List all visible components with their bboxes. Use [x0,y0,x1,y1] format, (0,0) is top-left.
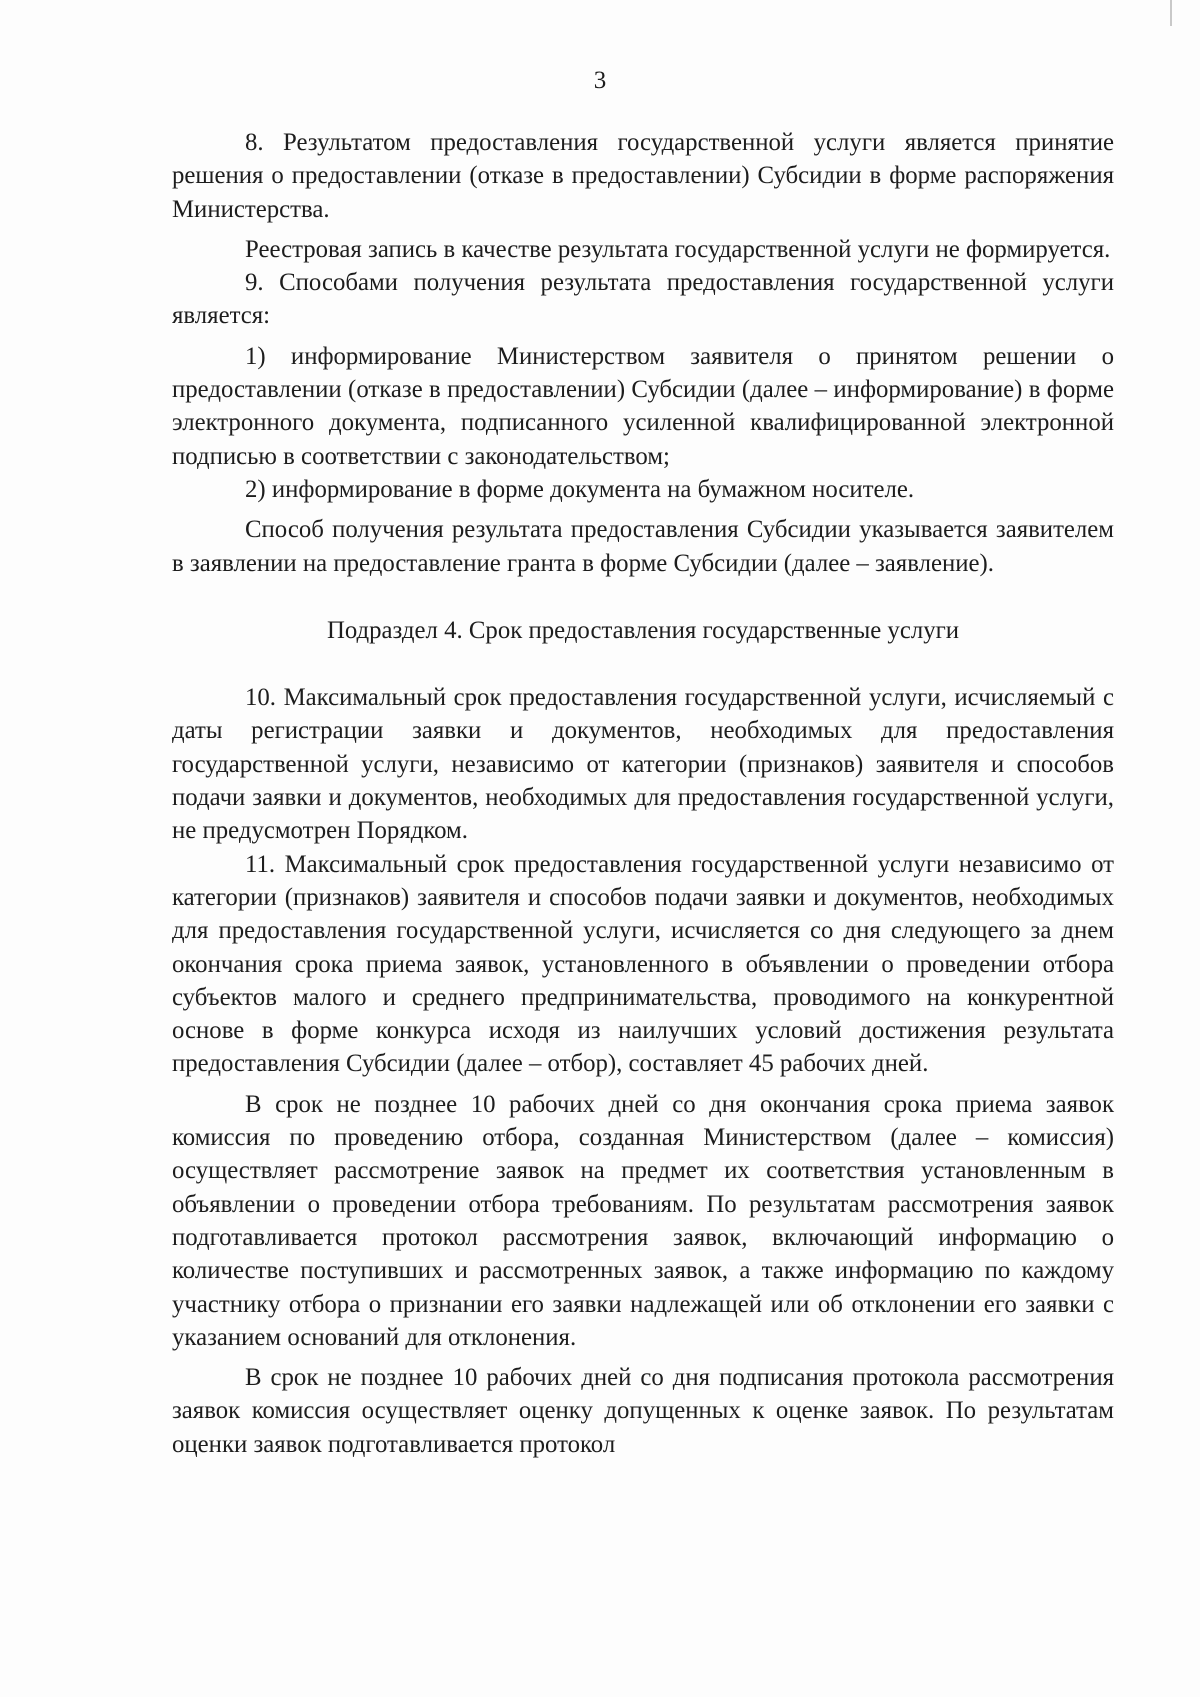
paragraph-result-method: Способ получения результата предоставления Субсидии указывается заявителем в заявлении на предоставление гранта в форме Субсидии (далее – заявление). [172,516,1114,577]
scan-edge-mark [1170,0,1172,26]
paragraph-review-deadline: В срок не позднее 10 рабочих дней со дня окончания срока приема заявок комиссия по проведению отбора, созданная Министерством (далее – комиссия) осуществляет рассмотрение заявок на предмет их соответствия установленным в объявлении о проведении отбора требованиям. По результатам рассмотрения заявок подготавливается протокол рассмотрения заявок, включающий информацию о количестве поступивших и рассмотренных заявок, а также информацию по каждому участнику отбора о признании его заявки надлежащей или об отклонении его заявки с указанием оснований для отклонения. [172,1090,1114,1351]
document-body [172,126,1114,1461]
paragraph-8: 8. Результатом предоставления государственной услуги является принятие решения о предоставлении (отказе в предоставлении) Субсидии в форме распоряжения Министерства. [172,129,1114,223]
paragraph-9-item-1: 1) информирование Министерством заявителя о принятом решении о предоставлении (отказе в предоставлении) Субсидии (далее – информирование) в форме электронного документа, подписанного усиленной квалифицированной электронной подписью в соответствии с законодательством; [172,342,1114,470]
paragraph-registry-entry: Реестровая запись в качестве результата государственной услуги не формируется. [245,235,1111,263]
page-number: 3 [593,67,607,94]
section-heading: Подраздел 4. Срок предоставления государственные услуги [326,616,960,644]
paragraph-11: 11. Максимальный срок предоставления государственной услуги независимо от категории (признаков) заявителя и способов подачи заявки и документов, необходимых для предоставления государственной услуги, исчисляется со дня следующего за днем окончания срока приема заявок, установленного в объявлении о проведении отбора субъектов малого и среднего предпринимательства, проводимого на конкурентной основе в форме конкурса исходя из наилучших условий достижения результата предоставления Субсидии (далее – отбор), составляет 45 рабочих дней. [172,850,1114,1078]
paragraph-9: 9. Способами получения результата предоставления государственной услуги является: [172,269,1114,330]
paragraph-evaluation-deadline: В срок не позднее 10 рабочих дней со дня подписания протокола рассмотрения заявок комиссия осуществляет оценку допущенных к оценке заявок. По результатам оценки заявок подготавливается протокол [172,1364,1114,1458]
paragraph-10: 10. Максимальный срок предоставления государственной услуги, исчисляемый с даты регистрации заявки и документов, необходимых для предоставления государственной услуги, независимо от категории (признаков) заявителя и способов подачи заявки и документов, необходимых для предоставления государственной услуги, не предусмотрен Порядком. [172,684,1114,845]
paragraph-9-item-2: 2) информирование в форме документа на бумажном носителе. [245,475,915,503]
